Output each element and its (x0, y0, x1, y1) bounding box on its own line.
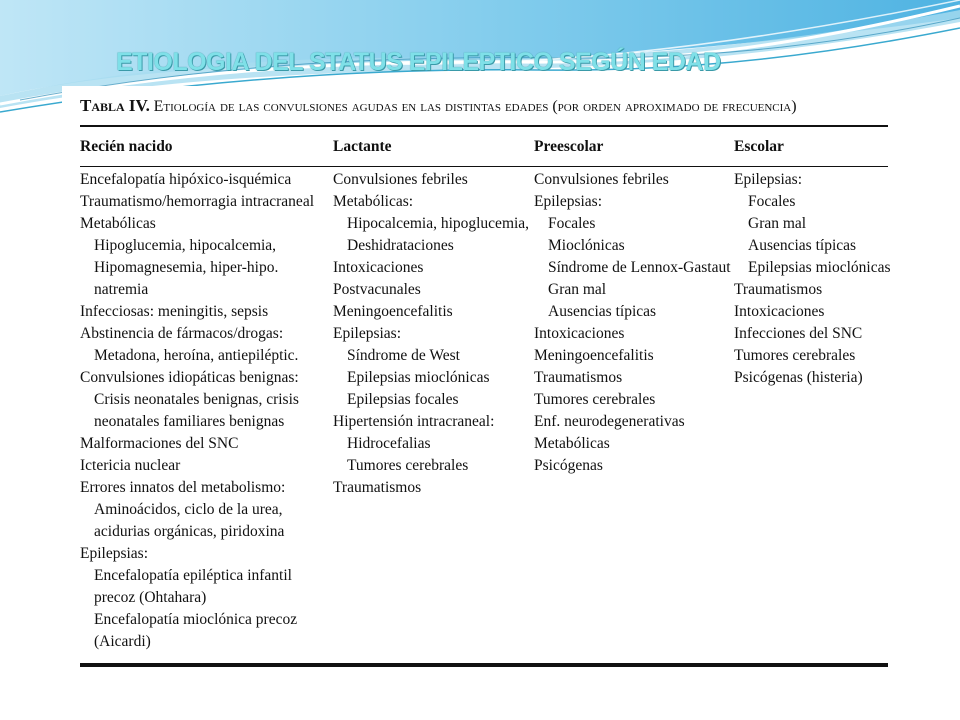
list-item: Ausencias típicas (748, 237, 857, 254)
column-header-escolar: Escolar (734, 138, 784, 155)
column-preescolar (534, 169, 731, 477)
column-header-preescolar: Preescolar (534, 138, 604, 155)
list-item: Mioclónicas (548, 237, 625, 254)
list-item: Aminoácidos, ciclo de la urea, (94, 501, 283, 518)
list-item: precoz (Ohtahara) (94, 589, 207, 606)
list-item: natremia (94, 281, 149, 298)
column-escolar (734, 169, 890, 389)
list-item: Metabólicas (80, 215, 156, 232)
list-item: Traumatismos (534, 369, 623, 386)
list-item: Epilepsias mioclónicas (347, 369, 490, 386)
list-item: Ictericia nuclear (80, 457, 181, 474)
list-item: Traumatismos (734, 281, 823, 298)
list-item: Encefalopatía epiléptica infantil (94, 567, 292, 584)
list-item: Intoxicaciones (734, 303, 825, 320)
list-item: Postvacunales (333, 281, 421, 298)
list-item: Epilepsias: (80, 545, 149, 562)
caption-text: Etiología de las convulsiones agudas en las distintas edades (por orden aproximado de frecuencia) (153, 98, 797, 115)
list-item: Errores innatos del metabolismo: (80, 479, 286, 496)
list-item: Infecciosas: meningitis, sepsis (80, 303, 269, 320)
list-item: Psicógenas (histeria) (734, 369, 863, 386)
caption-lead: Tabla IV. (80, 96, 150, 115)
list-item: Hipomagnesemia, hiper-hipo. (94, 259, 279, 276)
list-item: Convulsiones febriles (534, 171, 669, 188)
list-item: Epilepsias: (333, 325, 402, 342)
list-item: Encefalopatía mioclónica precoz (94, 611, 298, 628)
list-item: Convulsiones febriles (333, 171, 468, 188)
list-item: Gran mal (548, 281, 607, 298)
list-item: Deshidrataciones (347, 237, 454, 254)
list-item: Tumores cerebrales (534, 391, 656, 408)
list-item: Intoxicaciones (333, 259, 424, 276)
list-item: Hipocalcemia, hipoglucemia, (347, 215, 530, 232)
list-item: Síndrome de Lennox-Gastaut (548, 259, 731, 276)
list-item: neonatales familiares benignas (94, 413, 285, 430)
list-item: Convulsiones idiopáticas benignas: (80, 369, 299, 386)
list-item: Enf. neurodegenerativas (534, 413, 685, 430)
list-item: Hipertensión intracraneal: (333, 413, 495, 430)
list-item: Síndrome de West (347, 347, 460, 364)
list-item: Traumatismo/hemorragia intracraneal (80, 193, 314, 210)
etiology-table (62, 86, 926, 684)
list-item: Intoxicaciones (534, 325, 625, 342)
list-item: Meningoencefalitis (333, 303, 453, 320)
column-header-lactante: Lactante (333, 138, 392, 155)
table-caption (80, 96, 797, 116)
list-item: Epilepsias: (734, 171, 803, 188)
list-item: Metadona, heroína, antiepiléptic. (94, 347, 299, 364)
list-item: Epilepsias focales (347, 391, 459, 408)
list-item: Metabólicas (534, 435, 610, 452)
list-item: Hipoglucemia, hipocalcemia, (94, 237, 277, 254)
list-item: Infecciones del SNC (734, 325, 863, 342)
list-item: Crisis neonatales benignas, crisis (94, 391, 299, 408)
list-item: Ausencias típicas (548, 303, 657, 320)
column-header-recien-nacido: Recién nacido (80, 138, 173, 155)
list-item: Tumores cerebrales (734, 347, 856, 364)
list-item: Malformaciones del SNC (80, 435, 239, 452)
list-item: Epilepsias: (534, 193, 603, 210)
list-item: Focales (748, 193, 796, 210)
list-item: Metabólicas: (333, 193, 414, 210)
bottom-rule (80, 663, 888, 667)
column-lactante (333, 169, 529, 499)
header-rule (80, 166, 888, 167)
top-rule (80, 125, 888, 127)
list-item: Meningoencefalitis (534, 347, 654, 364)
list-item: acidurias orgánicas, piridoxina (94, 523, 285, 540)
list-item: Tumores cerebrales (347, 457, 469, 474)
column-recien-nacido (80, 169, 314, 653)
list-item: Epilepsias mioclónicas (748, 259, 891, 276)
list-item: Abstinencia de fármacos/drogas: (80, 325, 284, 342)
slide-title: ETIOLOGIA DEL STATUS EPILEPTICO SEGÚN EDAD (116, 48, 721, 76)
list-item: Focales (548, 215, 596, 232)
list-item: Hidrocefalias (347, 435, 431, 452)
list-item: (Aicardi) (94, 633, 151, 650)
list-item: Gran mal (748, 215, 807, 232)
list-item: Psicógenas (534, 457, 603, 474)
list-item: Encefalopatía hipóxico-isquémica (80, 171, 292, 188)
list-item: Traumatismos (333, 479, 422, 496)
